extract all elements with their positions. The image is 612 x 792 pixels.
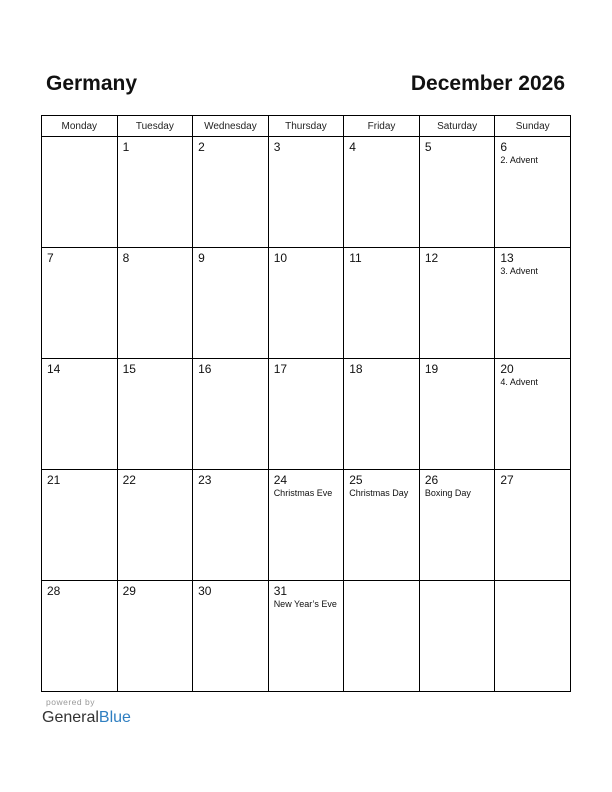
holiday-label: Christmas Eve: [273, 488, 333, 498]
day-number: 31: [273, 584, 288, 598]
day-cell: [268, 470, 344, 581]
day-number: 6: [500, 140, 508, 154]
day-number: 30: [198, 584, 212, 598]
day-number: 21: [47, 473, 61, 487]
day-number: 14: [47, 362, 61, 376]
day-cell: [495, 581, 571, 692]
day-cell: [193, 581, 269, 692]
day-cell: [117, 581, 193, 692]
generalblue-logo: [42, 708, 131, 728]
weekday-header: Monday: [42, 116, 118, 137]
day-cell: [117, 248, 193, 359]
day-cell: [419, 137, 495, 248]
day-number: 11: [349, 251, 362, 265]
powered-by-text: powered by: [46, 697, 95, 707]
day-number: 10: [273, 251, 288, 265]
week-row: [42, 248, 571, 359]
day-number: 1: [122, 140, 130, 154]
day-number: 17: [273, 362, 288, 376]
day-cell: [268, 581, 344, 692]
day-number: 23: [198, 473, 212, 487]
day-cell: [495, 137, 571, 248]
day-cell: [117, 359, 193, 470]
holiday-label: Christmas Day: [349, 488, 409, 498]
weekday-header-row: [42, 116, 571, 137]
weekday-header: Thursday: [268, 116, 344, 137]
day-cell: [42, 248, 118, 359]
day-cell: [268, 359, 344, 470]
day-number: 29: [122, 584, 136, 598]
day-number: 13: [500, 251, 514, 265]
day-cell: [344, 248, 420, 359]
day-cell: [117, 137, 193, 248]
day-number: 5: [424, 140, 432, 154]
holiday-label: 4. Advent: [500, 377, 538, 387]
calendar-grid: [41, 115, 571, 692]
day-number: 3: [273, 140, 281, 154]
day-cell: [193, 248, 269, 359]
day-cell: [344, 581, 420, 692]
weekday-header: Tuesday: [117, 116, 193, 137]
day-number: 2: [198, 140, 205, 154]
day-number: 8: [122, 251, 130, 265]
day-number: 7: [47, 251, 54, 265]
day-number: 26: [424, 473, 439, 487]
day-number: 22: [122, 473, 136, 487]
holiday-label: New Year’s Eve: [273, 599, 337, 609]
day-cell: [419, 248, 495, 359]
day-number: 16: [198, 362, 212, 376]
day-number: 18: [349, 362, 363, 376]
day-cell: [419, 359, 495, 470]
holiday-label: 2. Advent: [500, 155, 538, 165]
weekday-header: Saturday: [419, 116, 495, 137]
day-cell: [193, 137, 269, 248]
day-number: 9: [198, 251, 205, 265]
holiday-label: 3. Advent: [500, 266, 538, 276]
week-row: [42, 359, 571, 470]
day-number: 12: [424, 251, 439, 265]
brand-general: General: [42, 709, 99, 726]
day-cell: [42, 137, 118, 248]
day-cell: [344, 470, 420, 581]
weekday-header: Friday: [344, 116, 420, 137]
day-number: 4: [349, 140, 356, 154]
day-cell: [268, 137, 344, 248]
week-row: [42, 470, 571, 581]
week-row: [42, 581, 571, 692]
day-number: 24: [273, 473, 288, 487]
day-cell: [419, 470, 495, 581]
day-cell: [42, 470, 118, 581]
day-cell: [419, 581, 495, 692]
day-cell: [193, 470, 269, 581]
day-number: 28: [47, 584, 61, 598]
day-cell: [495, 359, 571, 470]
day-number: 20: [500, 362, 514, 376]
weekday-header: Sunday: [495, 116, 571, 137]
day-cell: [117, 470, 193, 581]
country-title: Germany: [46, 72, 138, 95]
weekday-header: Wednesday: [193, 116, 269, 137]
day-cell: [42, 581, 118, 692]
day-cell: [495, 470, 571, 581]
brand-blue: Blue: [98, 709, 131, 726]
day-cell: [193, 359, 269, 470]
week-row: [42, 137, 571, 248]
holiday-label: Boxing Day: [424, 488, 471, 498]
day-cell: [344, 359, 420, 470]
month-year-title: December 2026: [410, 72, 565, 95]
day-cell: [42, 359, 118, 470]
day-number: 27: [500, 473, 514, 487]
day-number: 15: [122, 362, 136, 376]
day-cell: [495, 248, 571, 359]
day-cell: [268, 248, 344, 359]
day-number: 19: [424, 362, 439, 376]
day-number: 25: [349, 473, 363, 487]
day-cell: [344, 137, 420, 248]
